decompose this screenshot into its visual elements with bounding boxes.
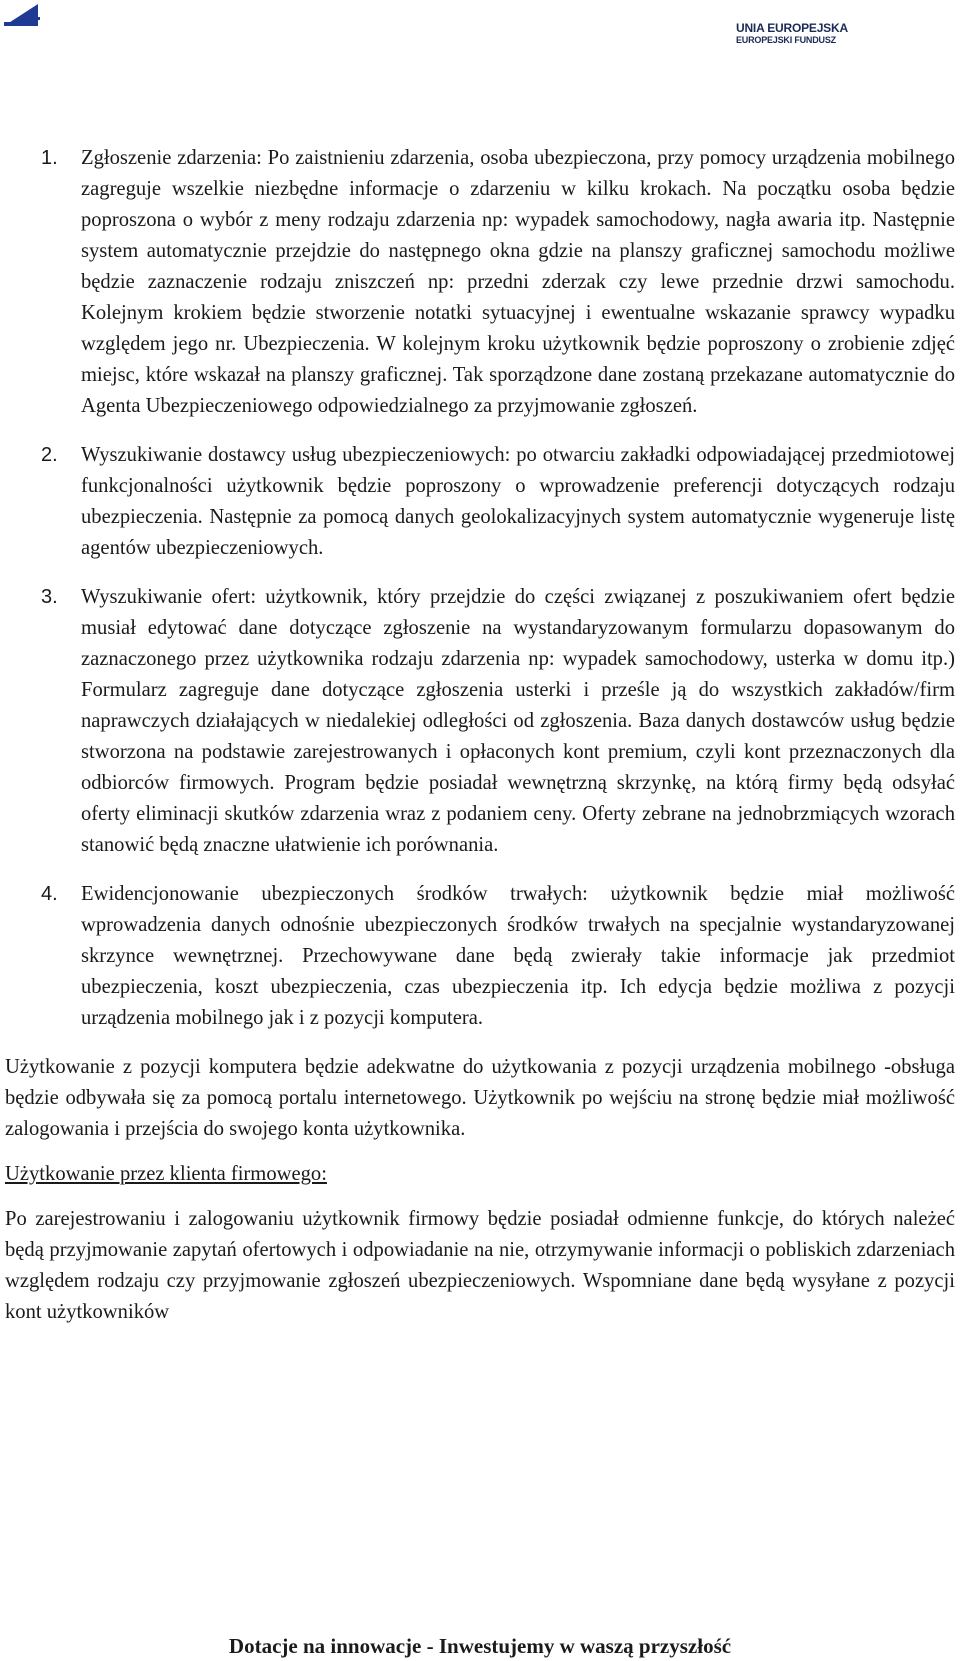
list-number: 1. <box>41 147 58 169</box>
list-item <box>0 440 960 564</box>
numbered-list <box>0 143 960 1034</box>
list-item <box>0 582 960 861</box>
logo-left <box>4 4 44 26</box>
list-number: 2. <box>41 444 58 466</box>
list-number: 4. <box>41 883 58 905</box>
page-footer: Dotacje na innowacje - Inwestujemy w waszą przyszłość <box>228 1634 732 1658</box>
list-item <box>0 879 960 1034</box>
list-item-text: Ewidencjonowanie ubezpieczonych środków trwałych: użytkownik będzie miał możliwość wprowadzenia danych odnośnie ubezpieczonych środków trwałych na specjalnie wystandaryzowanej skrzynce wewnętrznej. Przechowywane dane będą zwierały takie informacje jak przedmiot ubezpieczenia, koszt ubezpieczenia, czas ubezpieczenia itp. Ich edycja będzie możliwa z pozycji urządzenia mobilnego jak i z pozycji komputera. <box>81 883 955 1029</box>
section-title: Użytkowanie przez klienta firmowego: <box>5 1163 327 1185</box>
document-body <box>0 143 960 1342</box>
eu-logo-text <box>736 21 848 45</box>
list-item-text: Wyszukiwanie dostawcy usług ubezpieczeniowych: po otwarciu zakładki odpowiadającej przedmiotowej funkcjonalności użytkownik będzie poproszony o wprowadzenie preferencji dotyczących rodzaju ubezpieczenia. Następnie za pomocą danych geolokalizacyjnych system automatycznie wygeneruje listę agentów ubezpieczeniowych. <box>81 444 955 559</box>
list-item-text: Wyszukiwanie ofert: użytkownik, który przejdzie do części związanej z poszukiwaniem ofert będzie musiał edytować dane dotyczące zgłoszenie na wystandaryzowanym formularzu dopasowanym do zaznaczonego przez użytkownika rodzaju zdarzenia np: wypadek samochodowy, usterka w domu itp.) Formularz zagreguje dane dotyczące zgłoszenia usterki i prześle ją do wszystkich zakładów/firm naprawczych działających w niedalekiej odległości od zgłoszenia. Baza danych dostawców usług będzie stworzona na podstawie zarejestrowanych i opłaconych kont premium, czyli kont przeznaczonych dla odbiorców firmowych. Program będzie posiadał wewnętrzną skrzynkę, na którą firmy będą odsyłać oferty eliminacji skutków zdarzenia wraz z podaniem ceny. Oferty zebrane na jednobrzmiących wzorach stanowić będą znaczne ułatwienie ich porównania. <box>81 586 955 856</box>
eu-logo-line2: EUROPEJSKI FUNDUSZ <box>736 35 836 45</box>
list-item-text: Zgłoszenie zdarzenia: Po zaistnieniu zdarzenia, osoba ubezpieczona, przy pomocy urządzenia mobilnego zagreguje wszelkie niezbędne informacje o zdarzeniu w kilku krokach. Na początku osoba będzie poproszona o wybór z meny rodzaju zdarzenia np: wypadek samochodowy, nagła awaria itp. Następnie system automatycznie przejdzie do następnego okna gdzie na planszy graficznej samochodu możliwe będzie zaznaczenie rodzaju zniszczeń np: przedni zderzak czy lewe przednie drzwi samochodu. Kolejnym krokiem będzie stworzenie notatki sytuacyjnej i ewentualne wskazanie sprawcy wypadku względem jego nr. Ubezpieczenia. W kolejnym kroku użytkownik będzie poproszony o zrobienie zdjęć miejsc, które wskazał na planszy graficznej. Tak sporządzone dane zostaną przekazane automatycznie do Agenta Ubezpieczeniowego odpowiedzialnego za przyjmowanie zgłoszeń. <box>81 147 955 417</box>
page-header <box>0 0 960 60</box>
list-item <box>0 143 960 422</box>
paragraph-company-usage: Po zarejestrowaniu i zalogowaniu użytkownik firmowy będzie posiadał odmienne funkcje, do których należeć będą przyjmowanie zapytań ofertowych i odpowiadanie na nie, otrzymywanie informacji o pobliskich zdarzeniach względem rodzaju czy przyjmowanie zgłoszeń ubezpieczeniowych. Wspomniane dane będą wysyłane z pozycji kont użytkowników <box>5 1208 955 1323</box>
eu-logo-line1: UNIA EUROPEJSKA <box>736 21 848 35</box>
list-number: 3. <box>41 586 58 608</box>
paragraph-computer-usage: Użytkowanie z pozycji komputera będzie adekwatne do użytkowania z pozycji urządzenia mobilnego -obsługa będzie odbywała się za pomocą portalu internetowego. Użytkownik po wejściu na stronę będzie miał możliwość zalogowania i przejścia do swojego konta użytkownika. <box>5 1056 955 1140</box>
